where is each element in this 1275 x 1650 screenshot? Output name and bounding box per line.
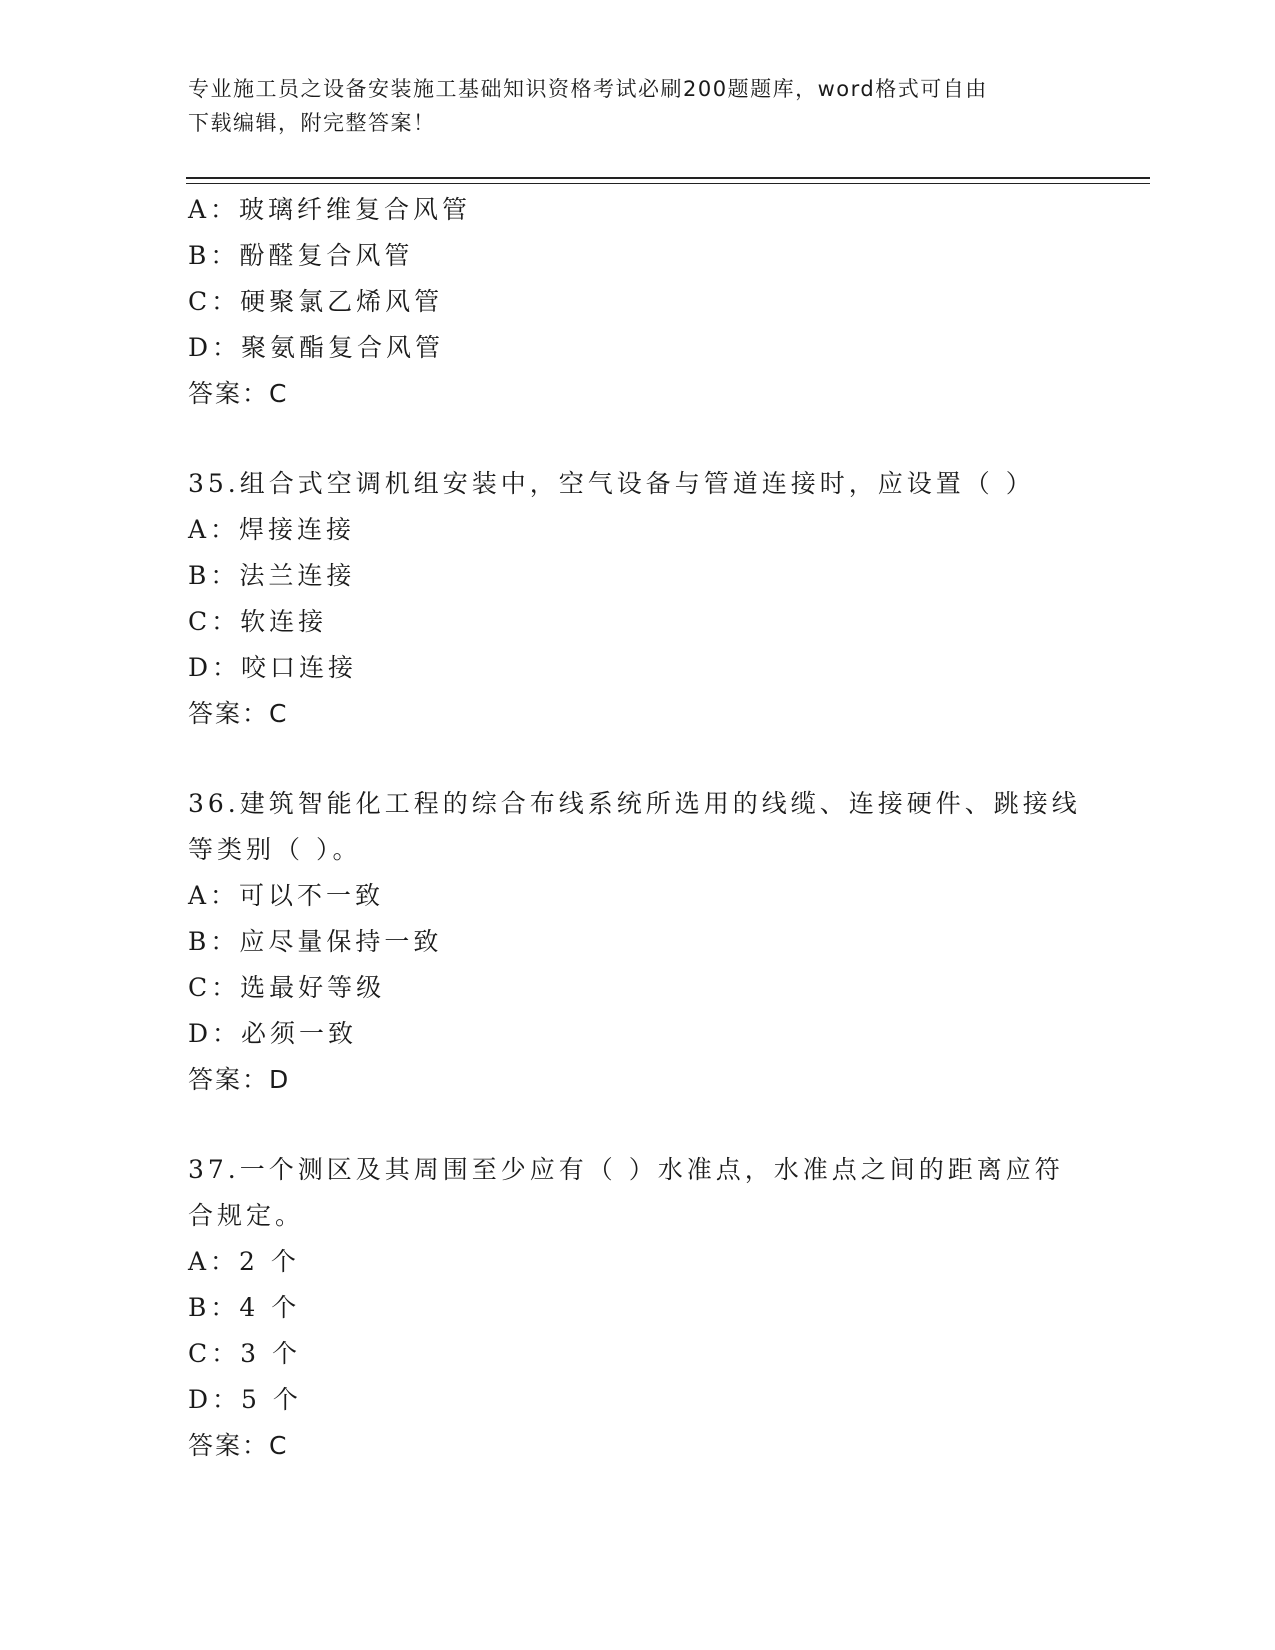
option-a: A：焊接连接 — [188, 515, 356, 544]
option-c: C：选最好等级 — [188, 973, 386, 1002]
option-d: D：5 个 — [188, 1385, 302, 1414]
option-d: D：必须一致 — [188, 1019, 358, 1048]
document-header — [188, 72, 1068, 140]
answer: 答案：C — [188, 1431, 289, 1460]
question-37 — [188, 1147, 1088, 1469]
header-line-2: 下载编辑，附完整答案！ — [188, 111, 436, 135]
option-d: D：咬口连接 — [188, 653, 358, 682]
option-b: B：酚醛复合风管 — [188, 241, 414, 270]
header-line-1: 专业施工员之设备安装施工基础知识资格考试必刷200题题库，word格式可自由 — [188, 77, 988, 101]
answer: 答案：C — [188, 379, 289, 408]
answer: 答案：D — [188, 1065, 291, 1094]
question-text-line-1: 36.建筑智能化工程的综合布线系统所选用的线缆、连接硬件、跳接线 — [188, 789, 1081, 818]
answer: 答案：C — [188, 699, 289, 728]
question-text-line-2: 等类别（ ）。 — [188, 835, 362, 864]
question-list — [188, 187, 1088, 1469]
option-b: B：4 个 — [188, 1293, 301, 1322]
question-36 — [188, 781, 1088, 1103]
option-a: A：可以不一致 — [188, 881, 385, 910]
question-text: 35.组合式空调机组安装中，空气设备与管道连接时，应设置（ ） — [188, 469, 1035, 498]
option-c: C：硬聚氯乙烯风管 — [188, 287, 444, 316]
option-a: A：玻璃纤维复合风管 — [188, 195, 472, 224]
option-a: A：2 个 — [188, 1247, 300, 1276]
option-c: C：软连接 — [188, 607, 328, 636]
option-c: C：3 个 — [188, 1339, 301, 1368]
header-rule-thin — [186, 183, 1150, 184]
question-text-line-1: 37.一个测区及其周围至少应有（ ）水准点，水准点之间的距离应符 — [188, 1155, 1064, 1184]
option-b: B：应尽量保持一致 — [188, 927, 443, 956]
question-text-line-2: 合规定。 — [188, 1201, 305, 1230]
option-b: B：法兰连接 — [188, 561, 356, 590]
question-35 — [188, 461, 1088, 737]
question-34 — [188, 187, 1088, 417]
header-rule-thick — [186, 177, 1150, 179]
option-d: D：聚氨酯复合风管 — [188, 333, 445, 362]
